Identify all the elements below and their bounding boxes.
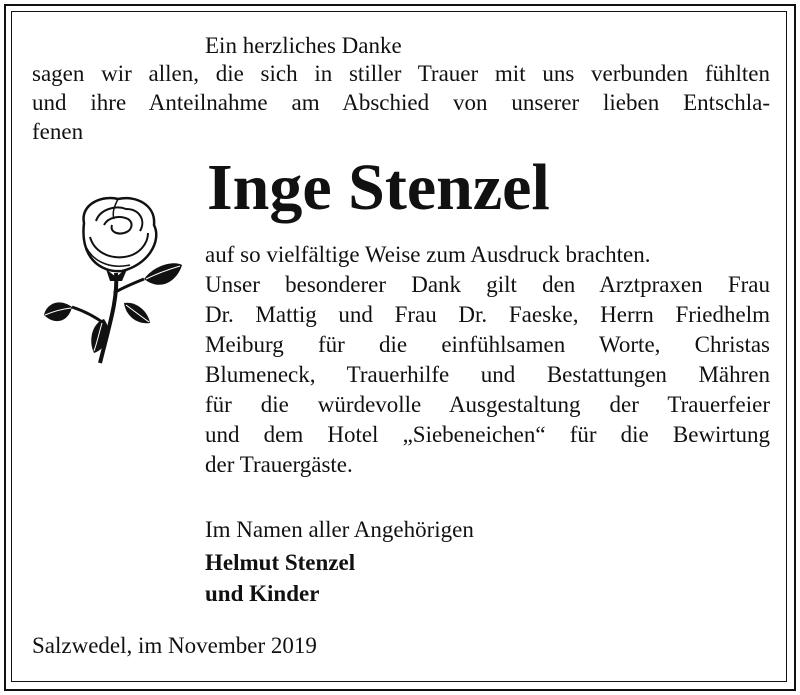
- closing-on-behalf: Im Namen aller Angehörigen: [205, 517, 474, 542]
- body-line-3-text: Dr. Mattig und Frau Dr. Faeske, Herrn Friedhelm: [205, 302, 770, 327]
- intro-line-3-text: und ihre Anteilnahme am Abschied von unserer lieben Entschla-: [32, 90, 770, 115]
- intro-line-3: [32, 88, 770, 118]
- place-date: Salzwedel, im November 2019: [32, 633, 317, 658]
- body-line-4-text: Meiburg für die einfühlsamen Worte, Christas: [205, 332, 770, 357]
- body-line-1: auf so vielfältige Weise zum Ausdruck brachten.: [205, 242, 651, 267]
- rose-icon: [44, 193, 184, 368]
- body-line-4: [205, 330, 770, 360]
- intro-line-2: [32, 59, 770, 89]
- intro-line-4: fenen: [32, 119, 84, 144]
- body-line-2: [205, 270, 770, 300]
- intro-line-1: Ein herzliches Danke: [205, 33, 402, 58]
- body-line-6: [205, 390, 770, 420]
- body-line-7: [205, 420, 770, 450]
- body-line-3: [205, 300, 770, 330]
- body-line-5: [205, 360, 770, 390]
- body-line-8: der Trauergäste.: [205, 452, 353, 477]
- body-line-5-text: Blumeneck, Trauerhilfe und Bestattungen Mähren: [205, 362, 770, 387]
- body-line-6-text: für die würdevolle Ausgestaltung der Trauerfeier: [205, 392, 770, 417]
- body-line-2-text: Unser besonderer Dank gilt den Arztpraxen Frau: [205, 272, 770, 297]
- intro-line-2-text: sagen wir allen, die sich in stiller Trauer mit uns verbunden fühlten: [32, 61, 770, 86]
- body-line-7-text: und dem Hotel „Siebeneichen“ für die Bewirtung: [205, 422, 770, 447]
- signer-name: Helmut Stenzel: [205, 550, 356, 575]
- deceased-name: Inge Stenzel: [207, 151, 550, 224]
- signer-family: und Kinder: [205, 581, 320, 606]
